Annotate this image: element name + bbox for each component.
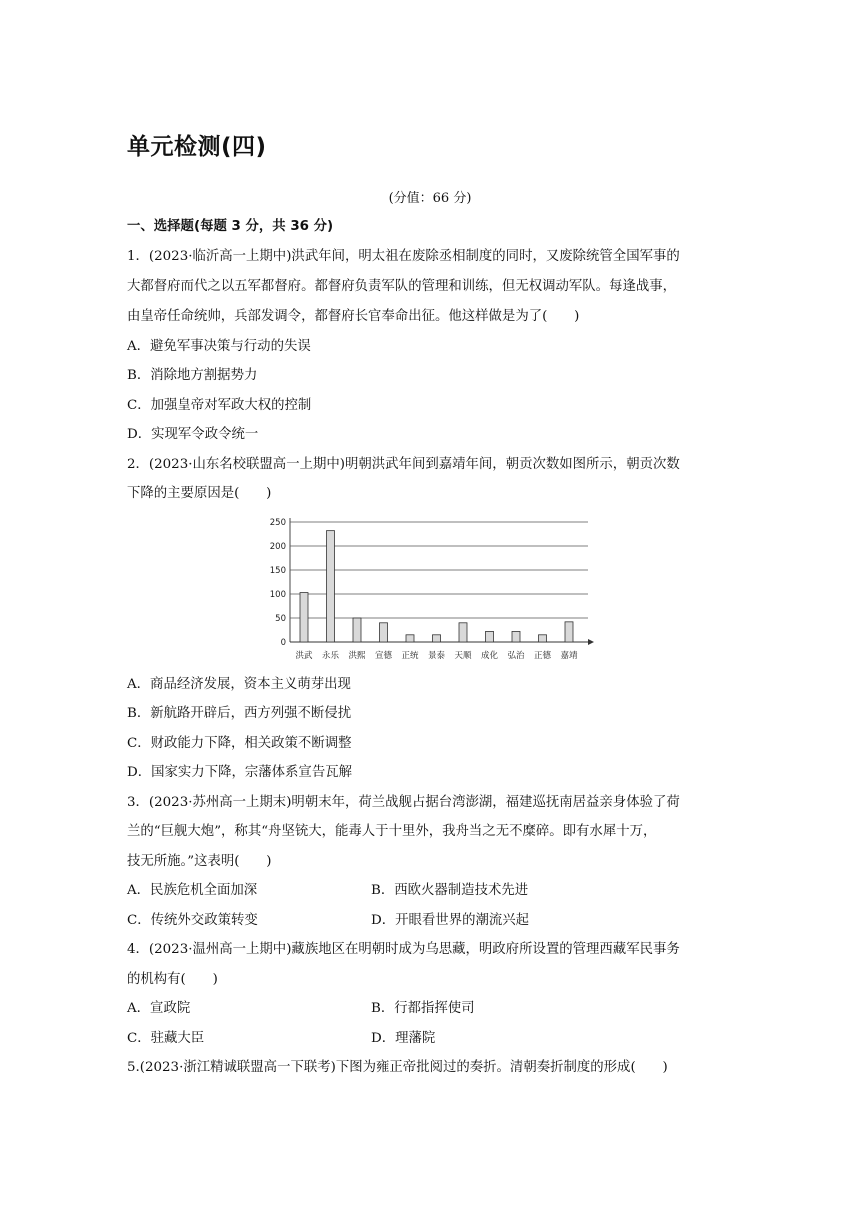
y-tick-label: 150 (269, 566, 286, 576)
bar-2 (353, 618, 361, 642)
q3-stem-line: 兰的“巨舰大炮”，称其“舟坚铳大，能毒人于十里外，我舟当之无不糜碎。即有水犀十万， (127, 824, 657, 839)
q1-stem-line: 1．(2023·临沂高一上期中)洪武年间，明太祖在废除丞相制度的同时，又废除统管全国军事的 (127, 249, 680, 264)
q3-stem-line: 技无所施。”这表明( ) (127, 854, 272, 869)
q2-option-d[interactable]: D．国家实力下降，宗藩体系宣告瓦解 (127, 765, 352, 780)
bar-0 (300, 593, 308, 642)
x-tick-label: 嘉靖 (560, 651, 578, 661)
x-tick-label: 天顺 (454, 651, 472, 661)
bar-10 (565, 622, 573, 642)
bar-8 (512, 631, 520, 642)
bar-9 (539, 635, 547, 642)
q3-option-d[interactable]: D．开眼看世界的潮流兴起 (371, 913, 530, 928)
x-tick-label: 永乐 (321, 651, 340, 661)
page-title: 单元检测(四) (127, 134, 267, 160)
bar-4 (406, 635, 414, 642)
score-note: (分值：66 分) (388, 191, 472, 206)
bar-1 (327, 531, 335, 642)
bar-6 (459, 623, 467, 642)
x-tick-label: 宣德 (374, 651, 393, 661)
q5-stem-line: 5.(2023·浙江精诚联盟高一下联考)下图为雍正帝批阅过的奏折。清朝奏折制度的形成( ) (127, 1060, 668, 1075)
y-tick-label: 0 (280, 638, 286, 648)
bar-7 (486, 631, 494, 642)
q2-stem-line: 2．(2023·山东名校联盟高一上期中)明朝洪武年间到嘉靖年间，朝贡次数如图所示，朝贡次数 (127, 457, 680, 472)
q4-option-a[interactable]: A．宣政院 (127, 1001, 191, 1016)
q4-option-b[interactable]: B．行都指挥使司 (371, 1001, 475, 1016)
bar-3 (380, 623, 388, 642)
q3-option-b[interactable]: B．西欧火器制造技术先进 (371, 883, 529, 898)
q3-option-a[interactable]: A．民族危机全面加深 (127, 883, 258, 898)
q1-option-b[interactable]: B．消除地方割据势力 (127, 368, 258, 383)
q1-stem-line: 由皇帝任命统帅，兵部发调令，都督府长官奉命出征。他这样做是为了( ) (127, 309, 580, 324)
y-tick-label: 250 (269, 518, 286, 528)
q4-stem-line: 的机构有( ) (127, 972, 218, 987)
x-tick-label: 景泰 (427, 651, 446, 661)
q4-option-d[interactable]: D．理藩院 (371, 1031, 436, 1046)
bar-5 (433, 635, 441, 642)
q3-option-c[interactable]: C．传统外交政策转变 (127, 913, 258, 928)
x-tick-label: 弘治 (507, 651, 525, 661)
q4-stem-line: 4．(2023·温州高一上期中)藏族地区在明朝时成为乌思藏，明政府所设置的管理西藏军民事务 (127, 942, 680, 957)
q1-option-c[interactable]: C．加强皇帝对军政大权的控制 (127, 398, 312, 413)
x-tick-label: 洪熙 (348, 651, 366, 661)
q2-option-c[interactable]: C．财政能力下降，相关政策不断调整 (127, 736, 352, 751)
tribute-bar-chart (262, 510, 602, 670)
y-tick-label: 100 (269, 590, 286, 600)
x-tick-label: 正统 (401, 651, 419, 661)
x-tick-label: 洪武 (295, 651, 313, 661)
q2-stem-line: 下降的主要原因是( ) (127, 486, 272, 501)
q1-stem-line: 大都督府而代之以五军都督府。都督府负责军队的管理和训练，但无权调动军队。每逢战事， (127, 279, 677, 294)
q1-option-d[interactable]: D．实现军令政令统一 (127, 427, 259, 442)
x-tick-label: 成化 (480, 651, 499, 661)
q2-option-b[interactable]: B．新航路开辟后，西方列强不断侵扰 (127, 706, 352, 721)
y-tick-label: 50 (275, 614, 286, 624)
section-heading: 一、选择题(每题 3 分，共 36 分) (127, 219, 334, 234)
x-axis-arrow (588, 639, 594, 645)
q3-stem-line: 3．(2023·苏州高一上期末)明朝末年，荷兰战舰占据台湾澎湖，福建巡抚南居益亲身体验了荷 (127, 795, 680, 810)
q1-option-a[interactable]: A．避免军事决策与行动的失误 (127, 339, 311, 354)
x-tick-label: 正德 (533, 651, 552, 661)
y-tick-label: 200 (269, 542, 286, 552)
q4-option-c[interactable]: C．驻藏大臣 (127, 1031, 205, 1046)
q2-option-a[interactable]: A．商品经济发展，资本主义萌芽出现 (127, 677, 351, 692)
